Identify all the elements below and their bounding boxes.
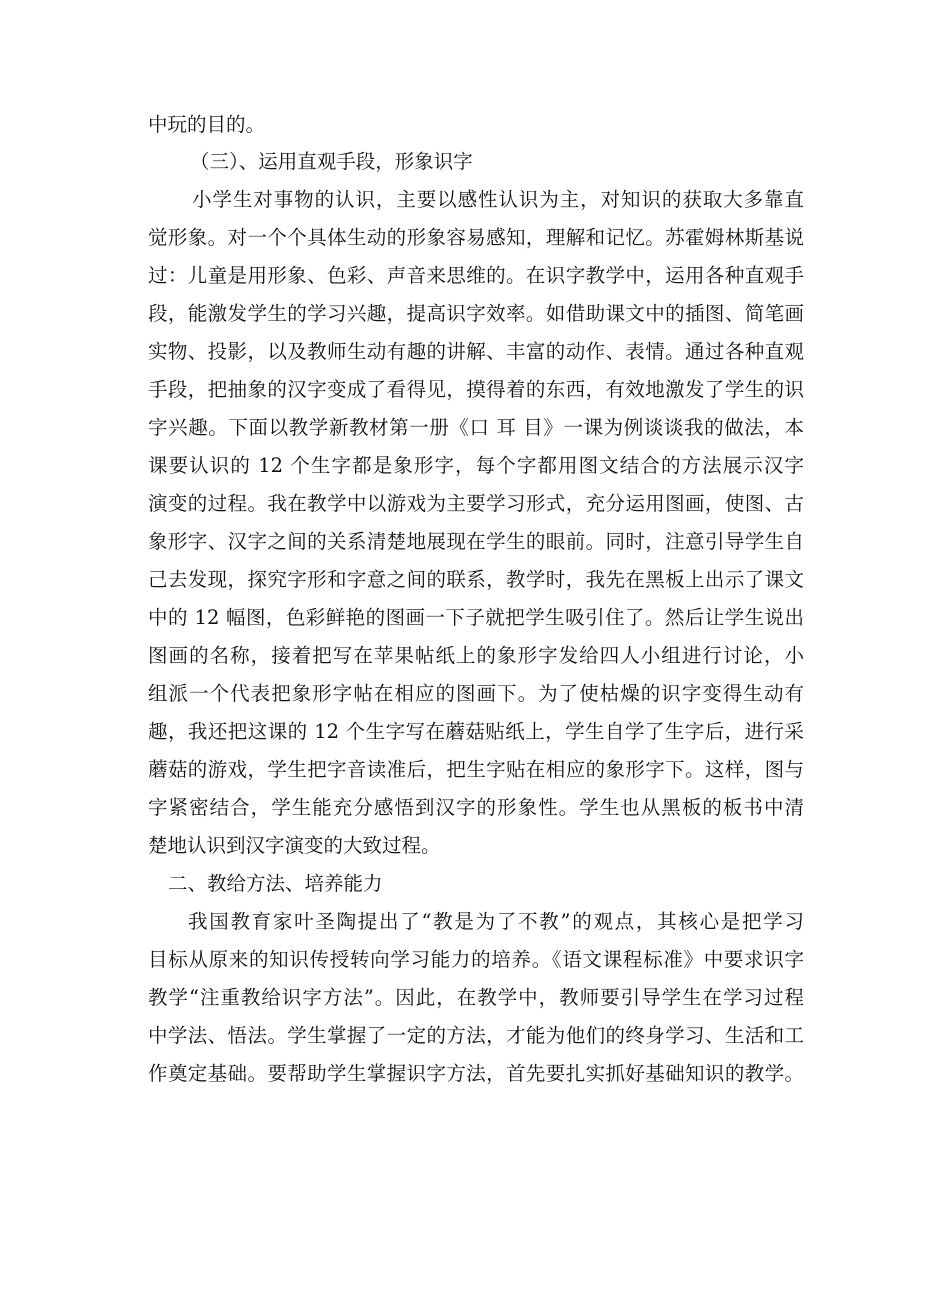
paragraph-line: 手段，把抽象的汉字变成了看得见，摸得着的东西，有效地激发了学生的识 [148, 378, 804, 401]
paragraph-line: 楚地认识到汉字演变的大致过程。 [148, 834, 441, 857]
paragraph-line: 蘑菇的游戏，学生把字音读准后，把生字贴在相应的象形字下。这样，图与 [148, 758, 804, 781]
paragraph-line: 字紧密结合，学生能充分感悟到汉字的形象性。学生也从黑板的板书中清 [148, 796, 804, 819]
paragraph-line: 实物、投影，以及教师生动有趣的讲解、丰富的动作、表情。通过各种直观 [148, 340, 804, 363]
paragraph-line: 象形字、汉字之间的关系清楚地展现在学生的眼前。同时，注意引导学生自 [148, 530, 804, 553]
paragraph-line: 小学生对事物的认识，主要以感性认识为主，对知识的获取大多靠直 [192, 188, 804, 211]
paragraph-line: 趣，我还把这课的 12 个生字写在蘑菇贴纸上，学生自学了生字后，进行采 [148, 720, 804, 743]
paragraph-line: 段，能激发学生的学习兴趣，提高识字效率。如借助课文中的插图、简笔画 [148, 302, 804, 325]
paragraph-line: 组派一个代表把象形字帖在相应的图画下。为了使枯燥的识字变得生动有 [148, 682, 804, 705]
paragraph-line: 我国教育家叶圣陶提出了“教是为了不教”的观点，其核心是把学习 [188, 910, 804, 933]
paragraph-line: 目标从原来的知识传授转向学习能力的培养。《语文课程标准》中要求识字 [148, 948, 804, 971]
paragraph-line: 己去发现，探究字形和字意之间的联系，教学时，我先在黑板上出示了课文 [148, 568, 804, 591]
section-heading: （三）、运用直观手段，形象识字 [190, 150, 473, 173]
paragraph-line: 字兴趣。下面以教学新教材第一册《口 耳 目》一课为例谈谈我的做法，本 [148, 416, 804, 439]
paragraph-line: 图画的名称，接着把写在苹果帖纸上的象形字发给四人小组进行讨论，小 [148, 644, 804, 667]
paragraph-line: 中玩的目的。 [148, 113, 266, 136]
paragraph-line: 演变的过程。我在教学中以游戏为主要学习形式，充分运用图画，使图、古 [148, 492, 804, 515]
paragraph-line: 觉形象。对一个个具体生动的形象容易感知，理解和记忆。苏霍姆林斯基说 [148, 226, 804, 249]
paragraph-line: 课要认识的 12 个生字都是象形字，每个字都用图文结合的方法展示汉字 [148, 454, 804, 477]
paragraph-line: 中学法、悟法。学生掌握了一定的方法，才能为他们的终身学习、生活和工 [148, 1024, 804, 1047]
paragraph-line: 作奠定基础。要帮助学生掌握识字方法，首先要扎实抓好基础知识的教学。 [148, 1062, 804, 1085]
section-heading: 二、教给方法、培养能力 [168, 872, 383, 895]
paragraph-line: 过：儿童是用形象、色彩、声音来思维的。在识字教学中，运用各种直观手 [148, 264, 804, 287]
paragraph-line: 中的 12 幅图，色彩鲜艳的图画一下子就把学生吸引住了。然后让学生说出 [148, 606, 804, 629]
paragraph-line: 教学“注重教给识字方法”。因此，在教学中，教师要引导学生在学习过程 [148, 986, 804, 1009]
